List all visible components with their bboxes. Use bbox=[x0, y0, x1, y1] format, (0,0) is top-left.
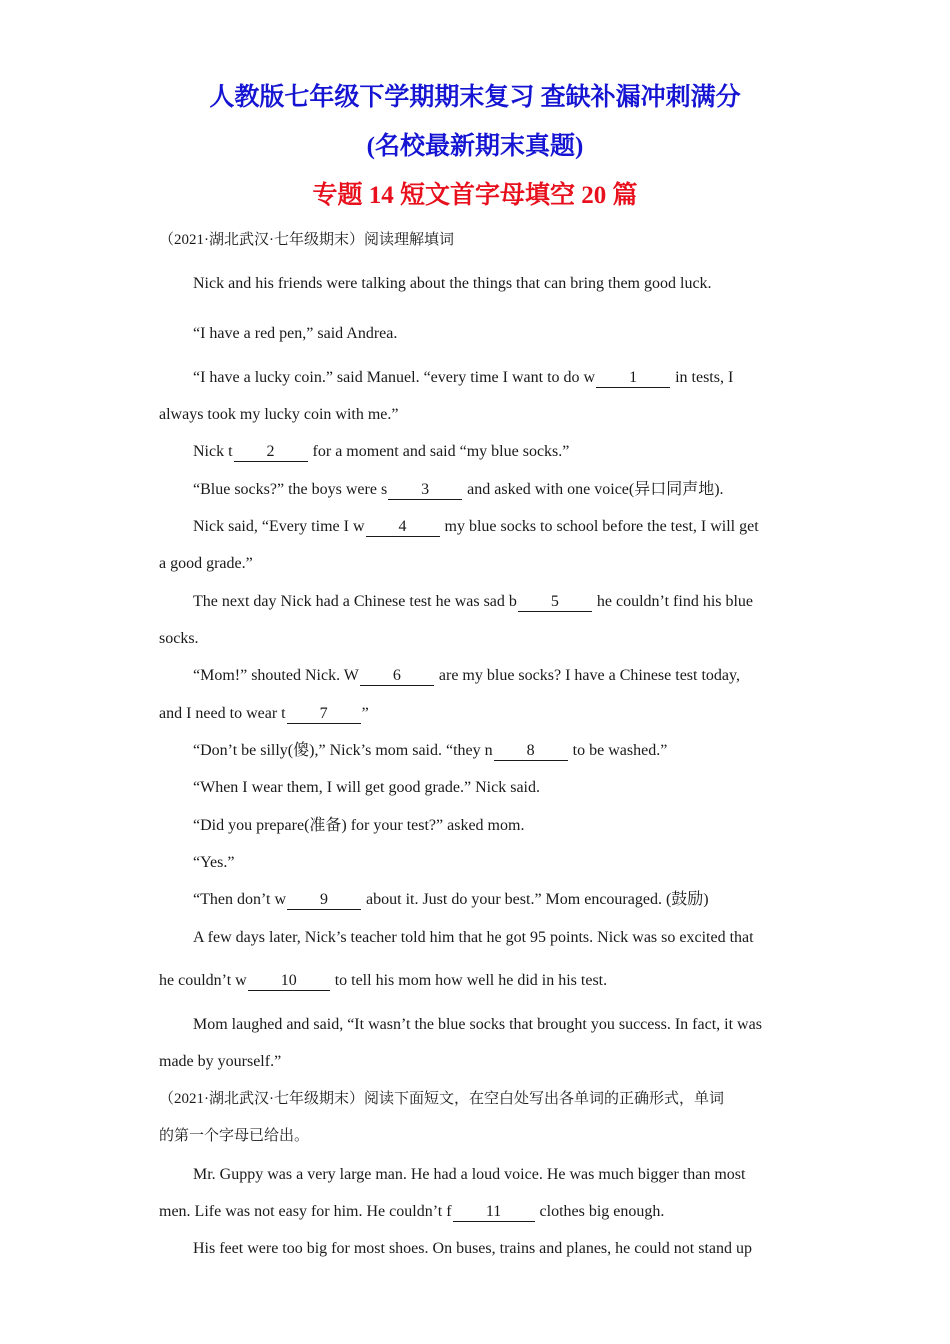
doc-title-topic: 专题 14 短文首字母填空 20 篇 bbox=[312, 182, 638, 209]
blank-2[interactable]: 2 bbox=[234, 443, 308, 462]
paragraph: “Mom!” shouted Nick. W 6 are my blue socks? I have a Chinese test today, bbox=[193, 667, 740, 684]
paragraph: The next day Nick had a Chinese test he was sad b 5 he couldn’t find his blue bbox=[193, 593, 754, 610]
paragraph: “Blue socks?” the boys were s 3 and asked with one voice(异口同声地). bbox=[193, 481, 724, 498]
paragraph: “Yes.” bbox=[193, 854, 235, 871]
blank-7[interactable]: 7 bbox=[287, 705, 361, 724]
paragraph-cont: he couldn’t w 10 to tell his mom how well he did in his test. bbox=[159, 972, 608, 989]
blank-9[interactable]: 9 bbox=[287, 891, 361, 910]
blank-6[interactable]: 6 bbox=[360, 667, 434, 686]
passage2-source-cont: 的第一个字母已给出。 bbox=[159, 1128, 310, 1144]
blank-11[interactable]: 11 bbox=[453, 1203, 535, 1222]
paragraph: “Don’t be silly(傻),” Nick’s mom said. “they n 8 to be washed.” bbox=[193, 742, 668, 759]
blank-4[interactable]: 4 bbox=[366, 518, 440, 537]
blank-5[interactable]: 5 bbox=[518, 593, 592, 612]
paragraph: Mom laughed and said, “It wasn’t the blue socks that brought you success. In fact, it was bbox=[193, 1016, 762, 1033]
paragraph-cont: men. Life was not easy for him. He couldn’t f 11 clothes big enough. bbox=[159, 1203, 665, 1220]
passage1-source: （2021·湖北武汉·七年级期末）阅读理解填词 bbox=[159, 232, 454, 248]
paragraph: A few days later, Nick’s teacher told him that he got 95 points. Nick was so excited that bbox=[193, 929, 754, 946]
paragraph: “When I wear them, I will get good grade.” Nick said. bbox=[193, 779, 540, 796]
paragraph-cont: made by yourself.” bbox=[159, 1053, 282, 1070]
paragraph: “Then don’t w 9 about it. Just do your best.” Mom encouraged. (鼓励) bbox=[193, 891, 709, 908]
paragraph-cont: and I need to wear t 7 ” bbox=[159, 705, 369, 722]
paragraph: Nick t 2 for a moment and said “my blue socks.” bbox=[193, 443, 570, 460]
paragraph: Nick said, “Every time I w 4 my blue socks to school before the test, I will get bbox=[193, 518, 759, 535]
blank-10[interactable]: 10 bbox=[248, 972, 330, 991]
paragraph-cont: a good grade.” bbox=[159, 555, 253, 572]
paragraph: “I have a lucky coin.” said Manuel. “every time I want to do w 1 in tests, I bbox=[193, 369, 734, 386]
paragraph-cont: always took my lucky coin with me.” bbox=[159, 406, 399, 423]
paragraph: “I have a red pen,” said Andrea. bbox=[193, 325, 398, 342]
paragraph: “Did you prepare(准备) for your test?” asked mom. bbox=[193, 817, 525, 834]
passage2-source: （2021·湖北武汉·七年级期末）阅读下面短文，在空白处写出各单词的正确形式，单词 bbox=[159, 1091, 724, 1107]
doc-title-line2: (名校最新期末真题) bbox=[366, 133, 584, 160]
paragraph: Nick and his friends were talking about the things that can bring them good luck. bbox=[193, 275, 712, 292]
paragraph: Mr. Guppy was a very large man. He had a loud voice. He was much bigger than most bbox=[193, 1166, 746, 1183]
blank-1[interactable]: 1 bbox=[596, 369, 670, 388]
blank-8[interactable]: 8 bbox=[494, 742, 568, 761]
paragraph-cont: socks. bbox=[159, 630, 199, 647]
paragraph: His feet were too big for most shoes. On buses, trains and planes, he could not stand up bbox=[193, 1240, 753, 1257]
blank-3[interactable]: 3 bbox=[388, 481, 462, 500]
doc-title-line1: 人教版七年级下学期期末复习 查缺补漏冲刺满分 bbox=[209, 84, 741, 111]
